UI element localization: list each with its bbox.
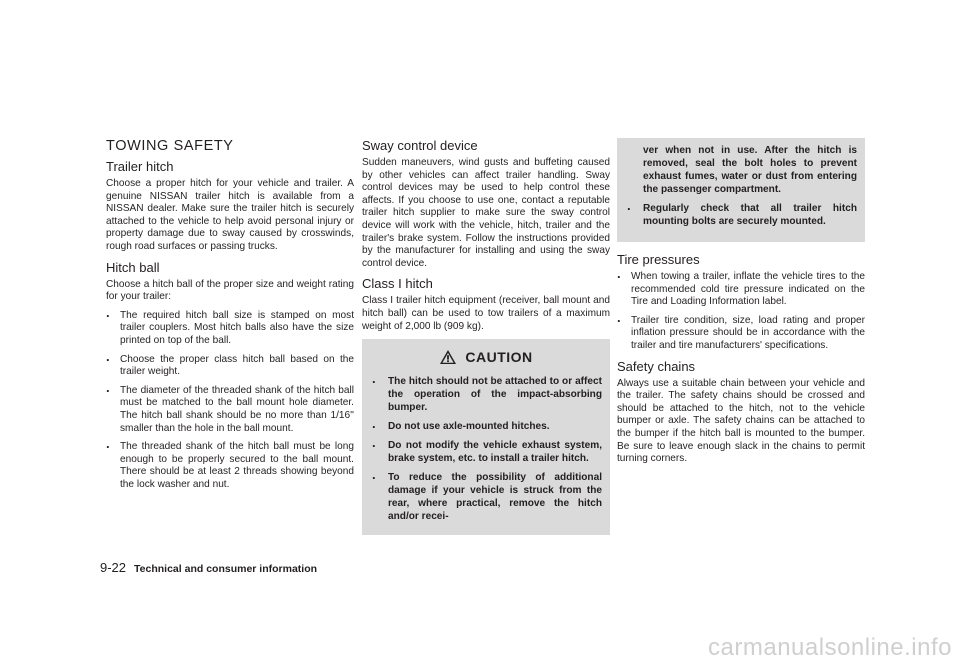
list-item: . Choose the proper class hitch ball based on the trailer weight.	[106, 354, 354, 379]
list-item: . The required hitch ball size is stamped on most trailer couplers. Most hitch balls also have the size printed on top of the ball.	[106, 310, 354, 348]
heading-sway-control: Sway control device	[362, 138, 478, 153]
heading-tire-pressures: Tire pressures	[617, 252, 700, 267]
column-1	[106, 138, 354, 497]
watermark: carmanualsonline.info	[708, 634, 952, 661]
caution-item: . Do not modify the vehicle exhaust system, brake system, etc. to install a trailer hitch.	[370, 439, 602, 465]
list-item: . The threaded shank of the hitch ball must be long enough to be properly secured to the ball mount. There should be at least 2 threads showing beyond the lock washer and nut.	[106, 441, 354, 491]
caution-item: . The hitch should not be attached to or affect the operation of the impact-absorbing bumper.	[370, 375, 602, 414]
class-1-hitch-text: Class I trailer hitch equipment (receiver, ball mount and hitch ball) can be used to tow trailers of a maximum weight of 2,000 lb (909 kg).	[362, 295, 610, 332]
trailer-hitch-text: Choose a proper hitch for your vehicle and trailer. A genuine NISSAN trailer hitch is available from a NISSAN dealer. Make sure the trailer hitch is securely attached to the vehicle to help avoid personal injury or property damage due to sway caused by crosswinds, rough road surfaces or passing trucks.	[106, 178, 354, 252]
caution-box-continued	[617, 138, 865, 242]
caution-title: CAUTION	[465, 349, 533, 366]
page-footer	[100, 560, 317, 575]
list-item: . Trailer tire condition, size, load rating and proper inflation pressure should be in accordance with the trailer and tire manufacturers' specifications.	[617, 315, 865, 353]
section-title: TOWING SAFETY	[106, 138, 234, 154]
sway-control-text: Sudden maneuvers, wind gusts and buffeting caused by other vehicles can affect trailer handling. Sway control devices may be used to help control these affects. If you choose to use one, contact a reputable trailer hitch supplier to make sure the sway control device will work with the vehicle, hitch, trailer and the trailer's brake system. Follow the instructions provided by the manufacturer for installing and using the sway control device.	[362, 157, 610, 269]
warning-triangle-icon	[439, 349, 457, 365]
hitch-ball-text: Choose a hitch ball of the proper size and weight rating for your trailer:	[106, 278, 354, 303]
column-2	[362, 138, 610, 535]
heading-hitch-ball: Hitch ball	[106, 259, 160, 275]
safety-chains-text: Always use a suitable chain between your vehicle and the trailer. The safety chains should be crossed and should be attached to the hitch, not to the vehicle bumper or axle. The safety chains can be attached to the bumper if the hitch ball is mounted to the bumper. Be sure to leave enough slack in the chains to permit turning corners.	[617, 377, 865, 465]
caution-item: . Regularly check that all trailer hitch mounting bolts are securely mounted.	[625, 202, 857, 228]
caution-header	[370, 349, 602, 365]
tire-pressure-list	[617, 271, 865, 353]
page-number: 9-22	[100, 560, 127, 575]
column-3	[617, 138, 865, 472]
caution-list-continued	[625, 202, 857, 228]
list-item: . When towing a trailer, inflate the vehicle tires to the recommended cold tire pressure indicated on the Tire and Loading Information label.	[617, 271, 865, 309]
list-item: . The diameter of the threaded shank of the hitch ball must be matched to the ball mount hole diameter. The hitch ball shank should be no more than 1/16'' smaller than the hole in the ball mount.	[106, 385, 354, 435]
caution-item: . Do not use axle-mounted hitches.	[370, 420, 602, 433]
footer-label: Technical and consumer information	[134, 563, 318, 575]
hitch-ball-list	[106, 310, 354, 492]
heading-class-1-hitch: Class I hitch	[362, 276, 433, 292]
heading-trailer-hitch: Trailer hitch	[106, 159, 174, 174]
caution-continuation: ver when not in use. After the hitch is removed, seal the bolt holes to prevent exhaust fumes, water or dust from entering the passenger compartment.	[643, 145, 857, 195]
caution-list	[370, 375, 602, 523]
caution-box	[362, 339, 610, 535]
heading-safety-chains: Safety chains	[617, 358, 696, 374]
caution-item: . To reduce the possibility of additional damage if your vehicle is struck from the rear, where practical, remove the hitch and/or recei-	[370, 471, 602, 523]
